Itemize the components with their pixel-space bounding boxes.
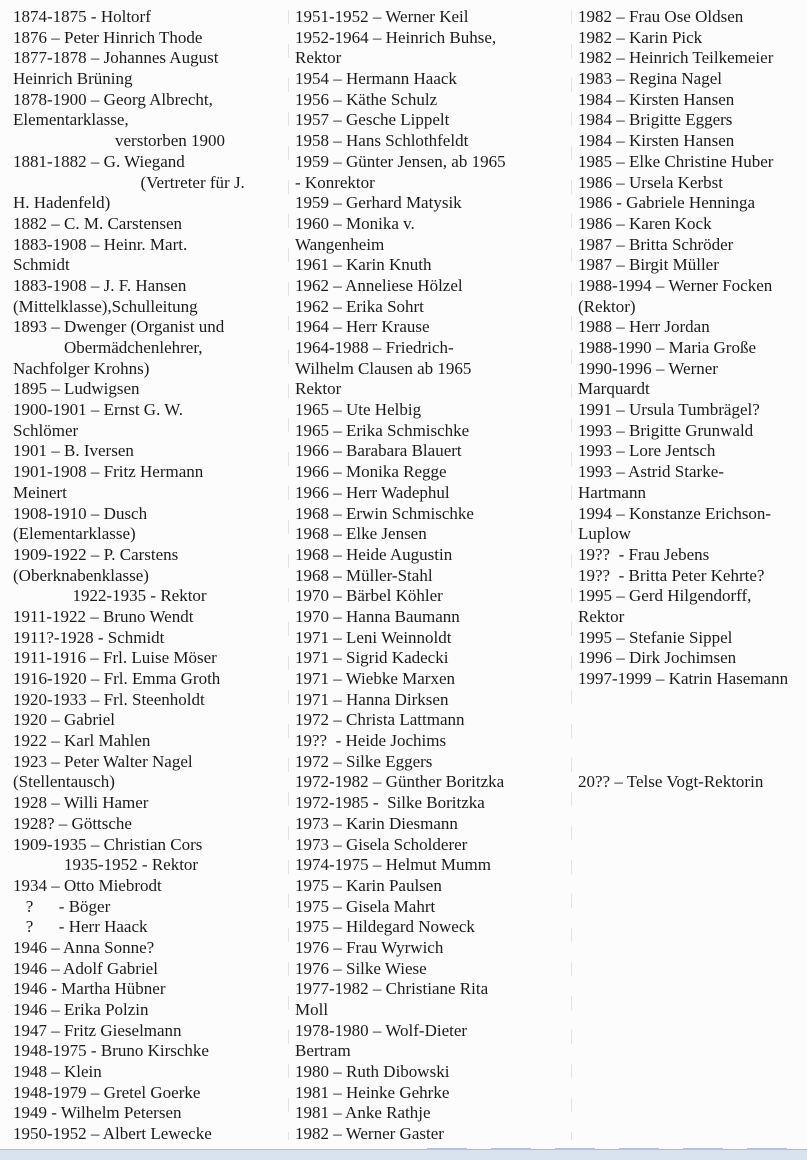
- list-item: 1972-1982 – Günther Boritzka: [295, 772, 505, 792]
- list-item: 1984 – Kirsten Hansen: [578, 131, 735, 151]
- list-item: 1948-1979 – Gretel Goerke: [13, 1082, 201, 1102]
- list-item: 1984 – Kirsten Hansen: [578, 89, 735, 109]
- name-list-column-1: [13, 7, 293, 1145]
- list-item: 1968 – Elke Jensen: [295, 524, 427, 544]
- list-item: H. Hadenfeld): [13, 193, 111, 213]
- list-item: 1968 – Müller-Stahl: [295, 565, 433, 585]
- list-item: 1991 – Ursula Tumbrägel?: [578, 400, 760, 420]
- list-item: 1959 – Gerhard Matysik: [295, 193, 462, 213]
- list-item: Luplow: [578, 524, 631, 544]
- list-item: 1971 – Wiebke Marxen: [295, 669, 455, 688]
- list-item: 1935-1952 - Rektor: [13, 855, 199, 875]
- list-item: 1922-1935 - Rektor: [13, 586, 207, 606]
- list-item: 1877-1878 – Johannes August: [13, 48, 219, 68]
- list-item: 1874-1875 - Holtorf: [13, 7, 151, 26]
- list-item: [578, 731, 806, 752]
- list-item: 1972-1985 - Silke Boritzka: [295, 793, 485, 813]
- list-item: 1920-1933 – Frl. Steenholdt: [13, 689, 205, 709]
- list-item: 1986 - Gabriele Henninga: [578, 193, 756, 213]
- list-item: 1883-1908 – J. F. Hansen: [13, 275, 187, 295]
- list-item: 1909-1935 – Christian Cors: [13, 834, 203, 854]
- scrollbar-thumb[interactable]: [427, 1148, 807, 1150]
- list-item: 1962 – Erika Sohrt: [295, 296, 424, 316]
- list-item: 1934 – Otto Miebrodt: [13, 875, 162, 895]
- column-separator: [288, 10, 289, 1140]
- list-item: ? - Böger: [13, 896, 111, 916]
- list-item: Bertram: [295, 1041, 351, 1061]
- list-item: 1983 – Regina Nagel: [578, 69, 722, 89]
- list-item: 1973 – Karin Diesmann: [295, 813, 458, 833]
- list-item: 1908-1910 – Dusch: [13, 503, 148, 523]
- list-item: 1985 – Elke Christine Huber: [578, 151, 774, 171]
- list-item: Schmidt: [13, 255, 70, 275]
- list-item: 1997-1999 – Katrin Hasemann: [578, 669, 789, 688]
- list-item: 1952-1964 – Heinrich Buhse,: [295, 27, 497, 47]
- list-item: 1881-1882 – G. Wiegand: [13, 151, 185, 171]
- list-item: 1988-1990 – Maria Große: [578, 338, 756, 357]
- list-item: Elementarklasse,: [13, 110, 129, 130]
- list-item: 1965 – Erika Schmischke: [295, 420, 470, 440]
- list-item: 1968 – Erwin Schmischke: [295, 503, 474, 523]
- list-item: 1995 – Gerd Hilgendorff,: [578, 586, 752, 606]
- list-item: 1980 – Ruth Dibowski: [295, 1062, 450, 1082]
- list-item: 1947 – Fritz Gieselmann: [13, 1020, 182, 1040]
- list-item: 1922 – Karl Mahlen: [13, 731, 151, 751]
- list-item: 1966 – Herr Wadephul: [295, 482, 450, 502]
- list-item: 1911?-1928 - Schmidt: [13, 627, 165, 647]
- list-item: 1928? – Göttsche: [13, 813, 132, 833]
- column-separator: [571, 10, 572, 1140]
- list-item: 1988-1994 – Werner Focken: [578, 275, 773, 295]
- list-item: 1916-1920 – Frl. Emma Groth: [13, 669, 221, 688]
- list-item: verstorben 1900: [13, 131, 226, 151]
- list-item: Nachfolger Krohns): [13, 358, 150, 378]
- list-item: 19?? - Britta Peter Kehrte?: [578, 565, 765, 585]
- list-item: (Vertreter für J.: [13, 172, 245, 192]
- list-item: (Oberknabenklasse): [13, 565, 149, 585]
- list-item: 1996 – Dirk Jochimsen: [578, 648, 737, 668]
- list-item: 1973 – Gisela Scholderer: [295, 834, 468, 854]
- name-list-column-3: [578, 7, 806, 793]
- list-item: 1893 – Dwenger (Organist und: [13, 317, 225, 337]
- horizontal-scrollbar[interactable]: [0, 1149, 807, 1160]
- list-item: (Elementarklasse): [13, 524, 136, 544]
- list-item: 1994 – Konstanze Erichson-: [578, 503, 772, 523]
- list-item: 1958 – Hans Schlothfeldt: [295, 131, 469, 151]
- list-item: 1950-1952 – Albert Lewecke: [13, 1124, 212, 1144]
- list-item: 20?? – Telse Vogt-Rektorin: [578, 772, 764, 792]
- list-item: 1948 – Klein: [13, 1062, 102, 1082]
- list-item: 1977-1982 – Christiane Rita: [295, 979, 489, 999]
- list-item: Obermädchenlehrer,: [13, 338, 203, 357]
- list-item: 1920 – Gabriel: [13, 710, 115, 730]
- list-item: 1966 – Barabara Blauert: [295, 441, 462, 461]
- list-item: 1974-1975 – Helmut Mumm: [295, 855, 491, 875]
- list-item: [578, 710, 806, 731]
- list-item: 1982 – Werner Gaster: [295, 1124, 444, 1144]
- list-item: 1987 – Britta Schröder: [578, 234, 734, 254]
- list-item: 1962 – Anneliese Hölzel: [295, 275, 463, 295]
- list-item: 1954 – Hermann Haack: [295, 69, 457, 89]
- list-item: 1965 – Ute Helbig: [295, 400, 422, 420]
- list-item: 1971 – Sigrid Kadecki: [295, 648, 449, 668]
- list-item: - Konrektor: [295, 172, 375, 192]
- list-item: Wilhelm Clausen ab 1965: [295, 358, 472, 378]
- list-item: 1946 – Erika Polzin: [13, 1000, 149, 1019]
- list-item: 1993 – Brigitte Grunwald: [578, 420, 754, 440]
- list-item: 1984 – Brigitte Eggers: [578, 110, 733, 130]
- list-item: 1876 – Peter Hinrich Thode: [13, 27, 203, 47]
- list-item: 1982 – Karin Pick: [578, 27, 703, 47]
- list-item: 1978-1980 – Wolf-Dieter: [295, 1020, 468, 1040]
- list-item: 1923 – Peter Walter Nagel: [13, 751, 193, 771]
- list-item: 1986 – Karen Kock: [578, 213, 712, 233]
- list-item: 1986 – Ursela Kerbst: [578, 172, 723, 192]
- list-item: 1972 – Christa Lattmann: [295, 710, 465, 730]
- list-item: 1971 – Hanna Dirksen: [295, 689, 449, 709]
- list-item: 1975 – Hildegard Noweck: [295, 917, 475, 937]
- list-item: 1975 – Karin Paulsen: [295, 875, 442, 895]
- list-item: 19?? - Frau Jebens: [578, 544, 710, 564]
- list-item: 1987 – Birgit Müller: [578, 255, 719, 275]
- list-item: [578, 690, 806, 711]
- list-item: Rektor: [295, 48, 342, 68]
- list-item: 1946 – Anna Sonne?: [13, 937, 155, 957]
- list-item: 1882 – C. M. Carstensen: [13, 213, 183, 233]
- list-item: (Rektor): [578, 296, 636, 316]
- list-item: 1972 – Silke Eggers: [295, 751, 433, 771]
- list-item: Marquardt: [578, 379, 650, 399]
- list-item: 1946 – Adolf Gabriel: [13, 958, 158, 978]
- list-item: 1901 – B. Iversen: [13, 441, 134, 461]
- list-item: (Mittelklasse),Schulleitung: [13, 296, 198, 316]
- list-item: 1966 – Monika Regge: [295, 462, 447, 482]
- list-item: 1946 - Martha Hübner: [13, 979, 166, 999]
- list-item: 1964 – Herr Krause: [295, 317, 430, 337]
- list-item: 1911-1922 – Bruno Wendt: [13, 606, 194, 626]
- list-item: Moll: [295, 1000, 329, 1019]
- list-item: 1975 – Gisela Mahrt: [295, 896, 436, 916]
- list-item: 1988 – Herr Jordan: [578, 317, 710, 337]
- list-item: [578, 752, 806, 773]
- name-list-column-2: [295, 7, 575, 1145]
- list-item: 1982 – Heinrich Teilkemeier: [578, 48, 774, 68]
- list-item: 1971 – Leni Weinnoldt: [295, 627, 452, 647]
- list-item: 1901-1908 – Fritz Hermann: [13, 462, 204, 482]
- list-item: ? - Herr Haack: [13, 917, 148, 937]
- list-item: Rektor: [578, 606, 625, 626]
- list-item: 1900-1901 – Ernst G. W.: [13, 400, 183, 420]
- list-item: 1928 – Willi Hamer: [13, 793, 149, 813]
- list-item: (Stellentausch): [13, 772, 115, 792]
- list-item: 1981 – Anke Rathje: [295, 1103, 431, 1123]
- list-item: 1995 – Stefanie Sippel: [578, 627, 733, 647]
- list-item: 1993 – Lore Jentsch: [578, 441, 716, 461]
- list-item: Hartmann: [578, 482, 646, 502]
- list-item: 1878-1900 – Georg Albrecht,: [13, 89, 213, 109]
- list-item: 1957 – Gesche Lippelt: [295, 110, 450, 130]
- list-item: 1959 – Günter Jensen, ab 1965: [295, 151, 506, 171]
- list-item: 1982 – Frau Ose Oldsen: [578, 7, 744, 26]
- list-item: 1990-1996 – Werner: [578, 358, 718, 378]
- list-item: 1981 – Heinke Gehrke: [295, 1082, 450, 1102]
- list-item: 19?? - Heide Jochims: [295, 731, 447, 751]
- list-item: 1895 – Ludwigsen: [13, 379, 140, 399]
- list-item: Meinert: [13, 482, 67, 502]
- list-item: 1909-1922 – P. Carstens: [13, 544, 179, 564]
- list-item: 1976 – Silke Wiese: [295, 958, 427, 978]
- list-item: 1970 – Hanna Baumann: [295, 606, 460, 626]
- list-item: Wangenheim: [295, 234, 385, 254]
- list-item: Schlömer: [13, 420, 79, 440]
- list-item: 1883-1908 – Heinr. Mart.: [13, 234, 188, 254]
- list-item: 1960 – Monika v.: [295, 213, 415, 233]
- list-item: Rektor: [295, 379, 342, 399]
- list-item: 1961 – Karin Knuth: [295, 255, 432, 275]
- list-item: 1976 – Frau Wyrwich: [295, 937, 444, 957]
- list-item: 1911-1916 – Frl. Luise Möser: [13, 648, 217, 668]
- list-item: 1970 – Bärbel Köhler: [295, 586, 443, 606]
- list-item: 1956 – Käthe Schulz: [295, 89, 438, 109]
- list-item: 1948-1975 - Bruno Kirschke: [13, 1041, 209, 1061]
- list-item: 1964-1988 – Friedrich-: [295, 338, 454, 357]
- list-item: 1949 - Wilhelm Petersen: [13, 1103, 182, 1123]
- list-item: 1968 – Heide Augustin: [295, 544, 453, 564]
- list-item: 1993 – Astrid Starke-: [578, 462, 724, 482]
- list-item: Heinrich Brüning: [13, 69, 133, 89]
- list-item: 1951-1952 – Werner Keil: [295, 7, 469, 26]
